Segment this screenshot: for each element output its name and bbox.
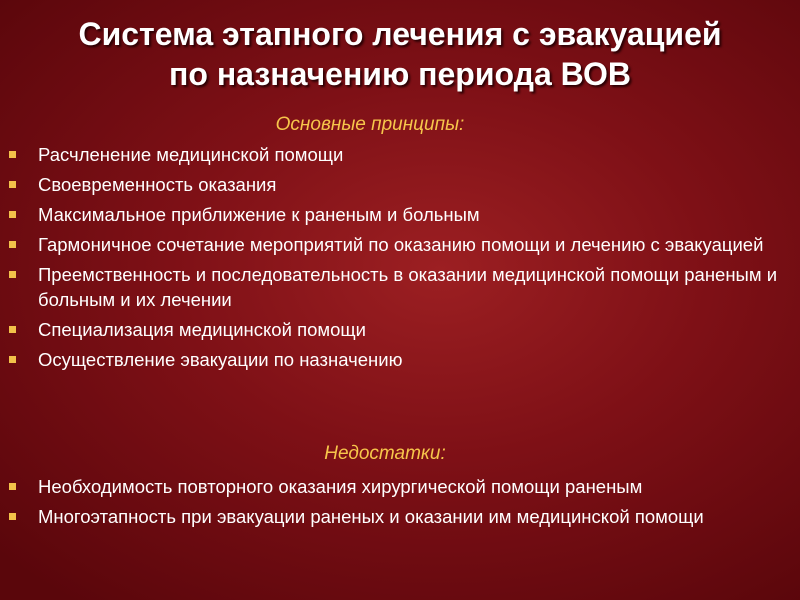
slide-title-line-1: Система этапного лечения с эвакуацией xyxy=(78,16,722,52)
drawbacks-list xyxy=(0,474,800,534)
square-bullet-icon xyxy=(9,483,16,490)
drawbacks-heading: Недостатки: xyxy=(324,443,446,464)
square-bullet-icon xyxy=(9,211,16,218)
principles-list-item xyxy=(0,142,800,167)
principles-list-item xyxy=(0,317,800,342)
principles-list xyxy=(0,142,800,377)
list-item-text: Многоэтапность при эвакуации раненых и оказании им медицинской помощи xyxy=(38,506,704,527)
drawbacks-list-item xyxy=(0,504,800,529)
principles-list-item xyxy=(0,172,800,197)
principles-list-item xyxy=(0,202,800,227)
list-item-text: Преемственность и последовательность в оказании медицинской помощи раненым и больным и их лечении xyxy=(38,264,778,310)
square-bullet-icon xyxy=(9,151,16,158)
principles-list-item xyxy=(0,232,800,257)
slide-title xyxy=(0,14,800,94)
square-bullet-icon xyxy=(9,181,16,188)
square-bullet-icon xyxy=(9,271,16,278)
principles-list-item xyxy=(0,347,800,372)
list-item-text: Своевременность оказания xyxy=(38,174,277,195)
list-item-text: Гармоничное сочетание мероприятий по оказанию помощи и лечению с эвакуацией xyxy=(38,234,764,255)
square-bullet-icon xyxy=(9,513,16,520)
list-item-text: Специализация медицинской помощи xyxy=(38,319,366,340)
principles-heading: Основные принципы: xyxy=(275,114,465,135)
list-item-text: Расчленение медицинской помощи xyxy=(38,144,344,165)
list-item-text: Максимальное приближение к раненым и больным xyxy=(38,204,480,225)
list-item-text: Необходимость повторного оказания хирургической помощи раненым xyxy=(38,476,643,497)
slide-title-line-2: по назначению периода ВОВ xyxy=(169,56,631,92)
square-bullet-icon xyxy=(9,241,16,248)
square-bullet-icon xyxy=(9,326,16,333)
list-item-text: Осуществление эвакуации по назначению xyxy=(38,349,403,370)
drawbacks-list-item xyxy=(0,474,800,499)
square-bullet-icon xyxy=(9,356,16,363)
principles-list-item xyxy=(0,262,800,312)
